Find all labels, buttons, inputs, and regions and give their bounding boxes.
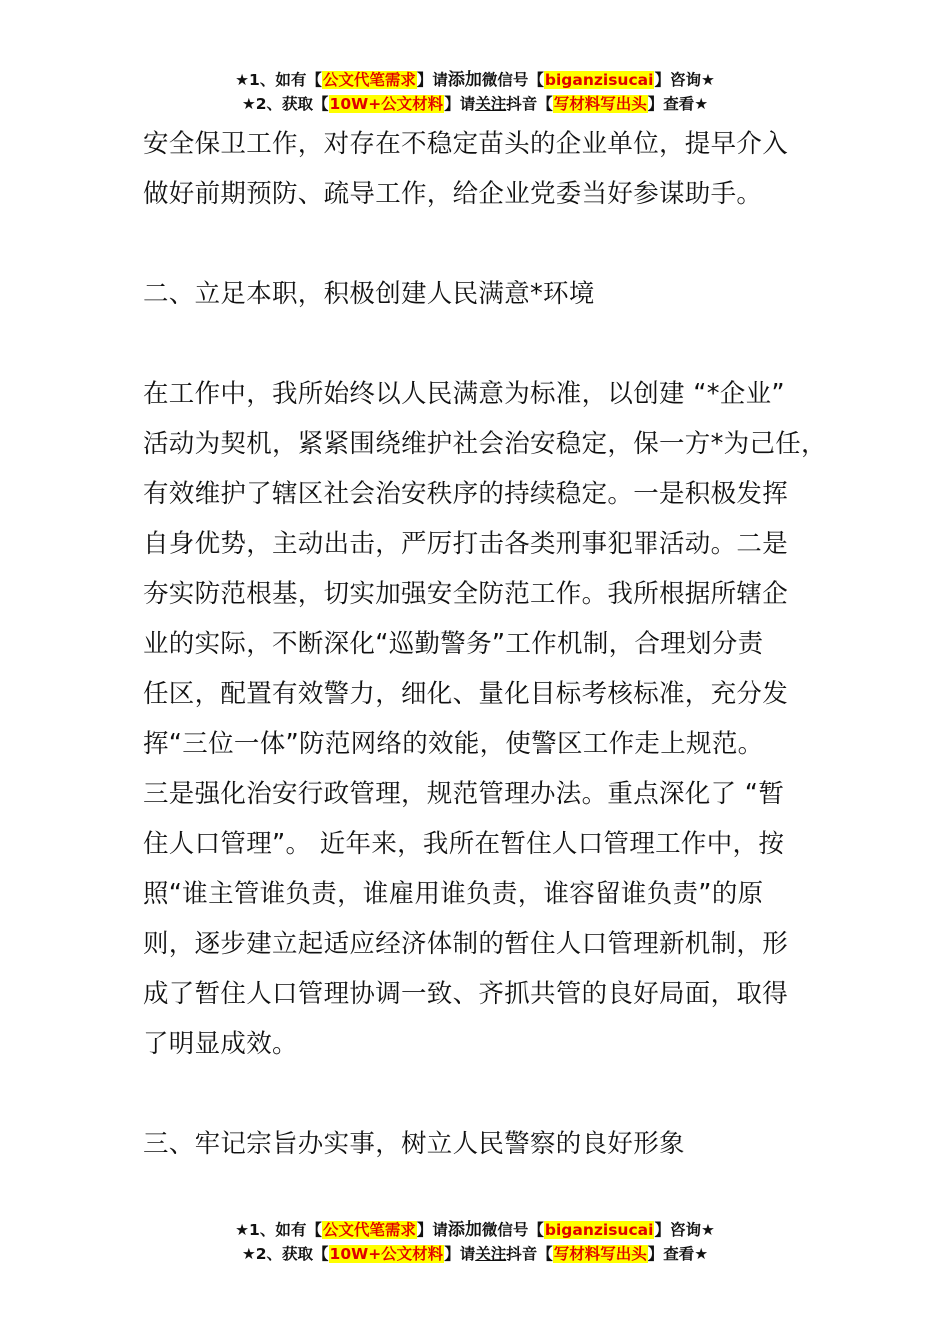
text-line: 在工作中，我所始终以人民满意为标准，以创建 “*企业” xyxy=(143,379,785,409)
text-line: 挥“三位一体”防范网络的效能，使警区工作走上规范。 xyxy=(143,729,764,759)
banner-text: ★2、获取【 xyxy=(241,1245,329,1263)
banner-text: 】请 xyxy=(444,1245,476,1263)
text-line: 有效维护了辖区社会治安秩序的持续稳定。一是积极发挥 xyxy=(143,479,789,509)
banner-wechat-id: biganzisucai xyxy=(544,1221,654,1239)
banner-text: 】请 xyxy=(444,95,476,113)
banner-highlight: 10W+公文材料 xyxy=(329,1245,444,1263)
top-banner xyxy=(0,68,950,116)
banner-emphasis: 关注 xyxy=(475,1245,507,1263)
banner-line-2 xyxy=(0,1242,950,1266)
banner-emphasis: 添加 xyxy=(447,70,482,90)
banner-text: 】请 xyxy=(416,71,448,89)
section-heading: 二、立足本职，积极创建人民满意*环境 xyxy=(143,279,595,309)
text-line: 则，逐步建立起适应经济体制的暂住人口管理新机制，形 xyxy=(143,929,789,959)
banner-douyin-id: 写材料写出头 xyxy=(553,95,647,113)
banner-text: ★2、获取【 xyxy=(241,95,329,113)
banner-text: 】查看★ xyxy=(647,95,709,113)
text-line: 活动为契机，紧紧围绕维护社会治安稳定，保一方*为己任， xyxy=(143,429,827,459)
banner-text: 】咨询★ xyxy=(654,1221,715,1239)
banner-text: 】咨询★ xyxy=(654,71,715,89)
text-line: 照“谁主管谁负责，谁雇用谁负责，谁容留谁负责”的原 xyxy=(143,879,764,909)
bottom-banner xyxy=(0,1218,950,1266)
banner-text: ★1、如有【 xyxy=(235,1221,322,1239)
banner-emphasis: 关注 xyxy=(475,95,507,113)
banner-text: 微信号【 xyxy=(481,1221,544,1239)
text-line: 安全保卫工作，对存在不稳定苗头的企业单位，提早介入 xyxy=(143,129,789,159)
banner-highlight: 10W+公文材料 xyxy=(329,95,444,113)
banner-text: 微信号【 xyxy=(481,71,544,89)
text-line: 住人口管理”。 近年来，我所在暂住人口管理工作中，按 xyxy=(143,829,785,859)
banner-line-1 xyxy=(0,68,950,92)
banner-highlight: 公文代笔需求 xyxy=(322,1221,416,1239)
banner-text: 】请 xyxy=(416,1221,448,1239)
banner-highlight: 公文代笔需求 xyxy=(322,71,416,89)
banner-line-2 xyxy=(0,92,950,116)
banner-line-1 xyxy=(0,1218,950,1242)
text-line: 三是强化治安行政管理，规范管理办法。重点深化了 “暂 xyxy=(143,779,785,809)
banner-text: 】查看★ xyxy=(647,1245,709,1263)
banner-text: 抖音【 xyxy=(506,1245,553,1263)
section-heading: 三、牢记宗旨办实事，树立人民警察的良好形象 xyxy=(143,1129,685,1159)
banner-text: 抖音【 xyxy=(506,95,553,113)
text-line: 夯实防范根基，切实加强安全防范工作。我所根据所辖企 xyxy=(143,579,789,609)
document-body xyxy=(143,119,833,1169)
banner-text: ★1、如有【 xyxy=(235,71,322,89)
text-line: 做好前期预防、疏导工作，给企业党委当好参谋助手。 xyxy=(143,179,763,209)
banner-emphasis: 添加 xyxy=(447,1220,482,1240)
text-line: 业的实际，不断深化“巡勤警务”工作机制，合理划分责 xyxy=(143,629,764,659)
banner-wechat-id: biganzisucai xyxy=(544,71,654,89)
banner-douyin-id: 写材料写出头 xyxy=(553,1245,647,1263)
text-line: 了明显成效。 xyxy=(143,1029,298,1059)
text-line: 成了暂住人口管理协调一致、齐抓共管的良好局面，取得 xyxy=(143,979,789,1009)
text-line: 自身优势，主动出击，严厉打击各类刑事犯罪活动。二是 xyxy=(143,529,789,559)
text-line: 任区，配置有效警力，细化、量化目标考核标准，充分发 xyxy=(143,679,789,709)
